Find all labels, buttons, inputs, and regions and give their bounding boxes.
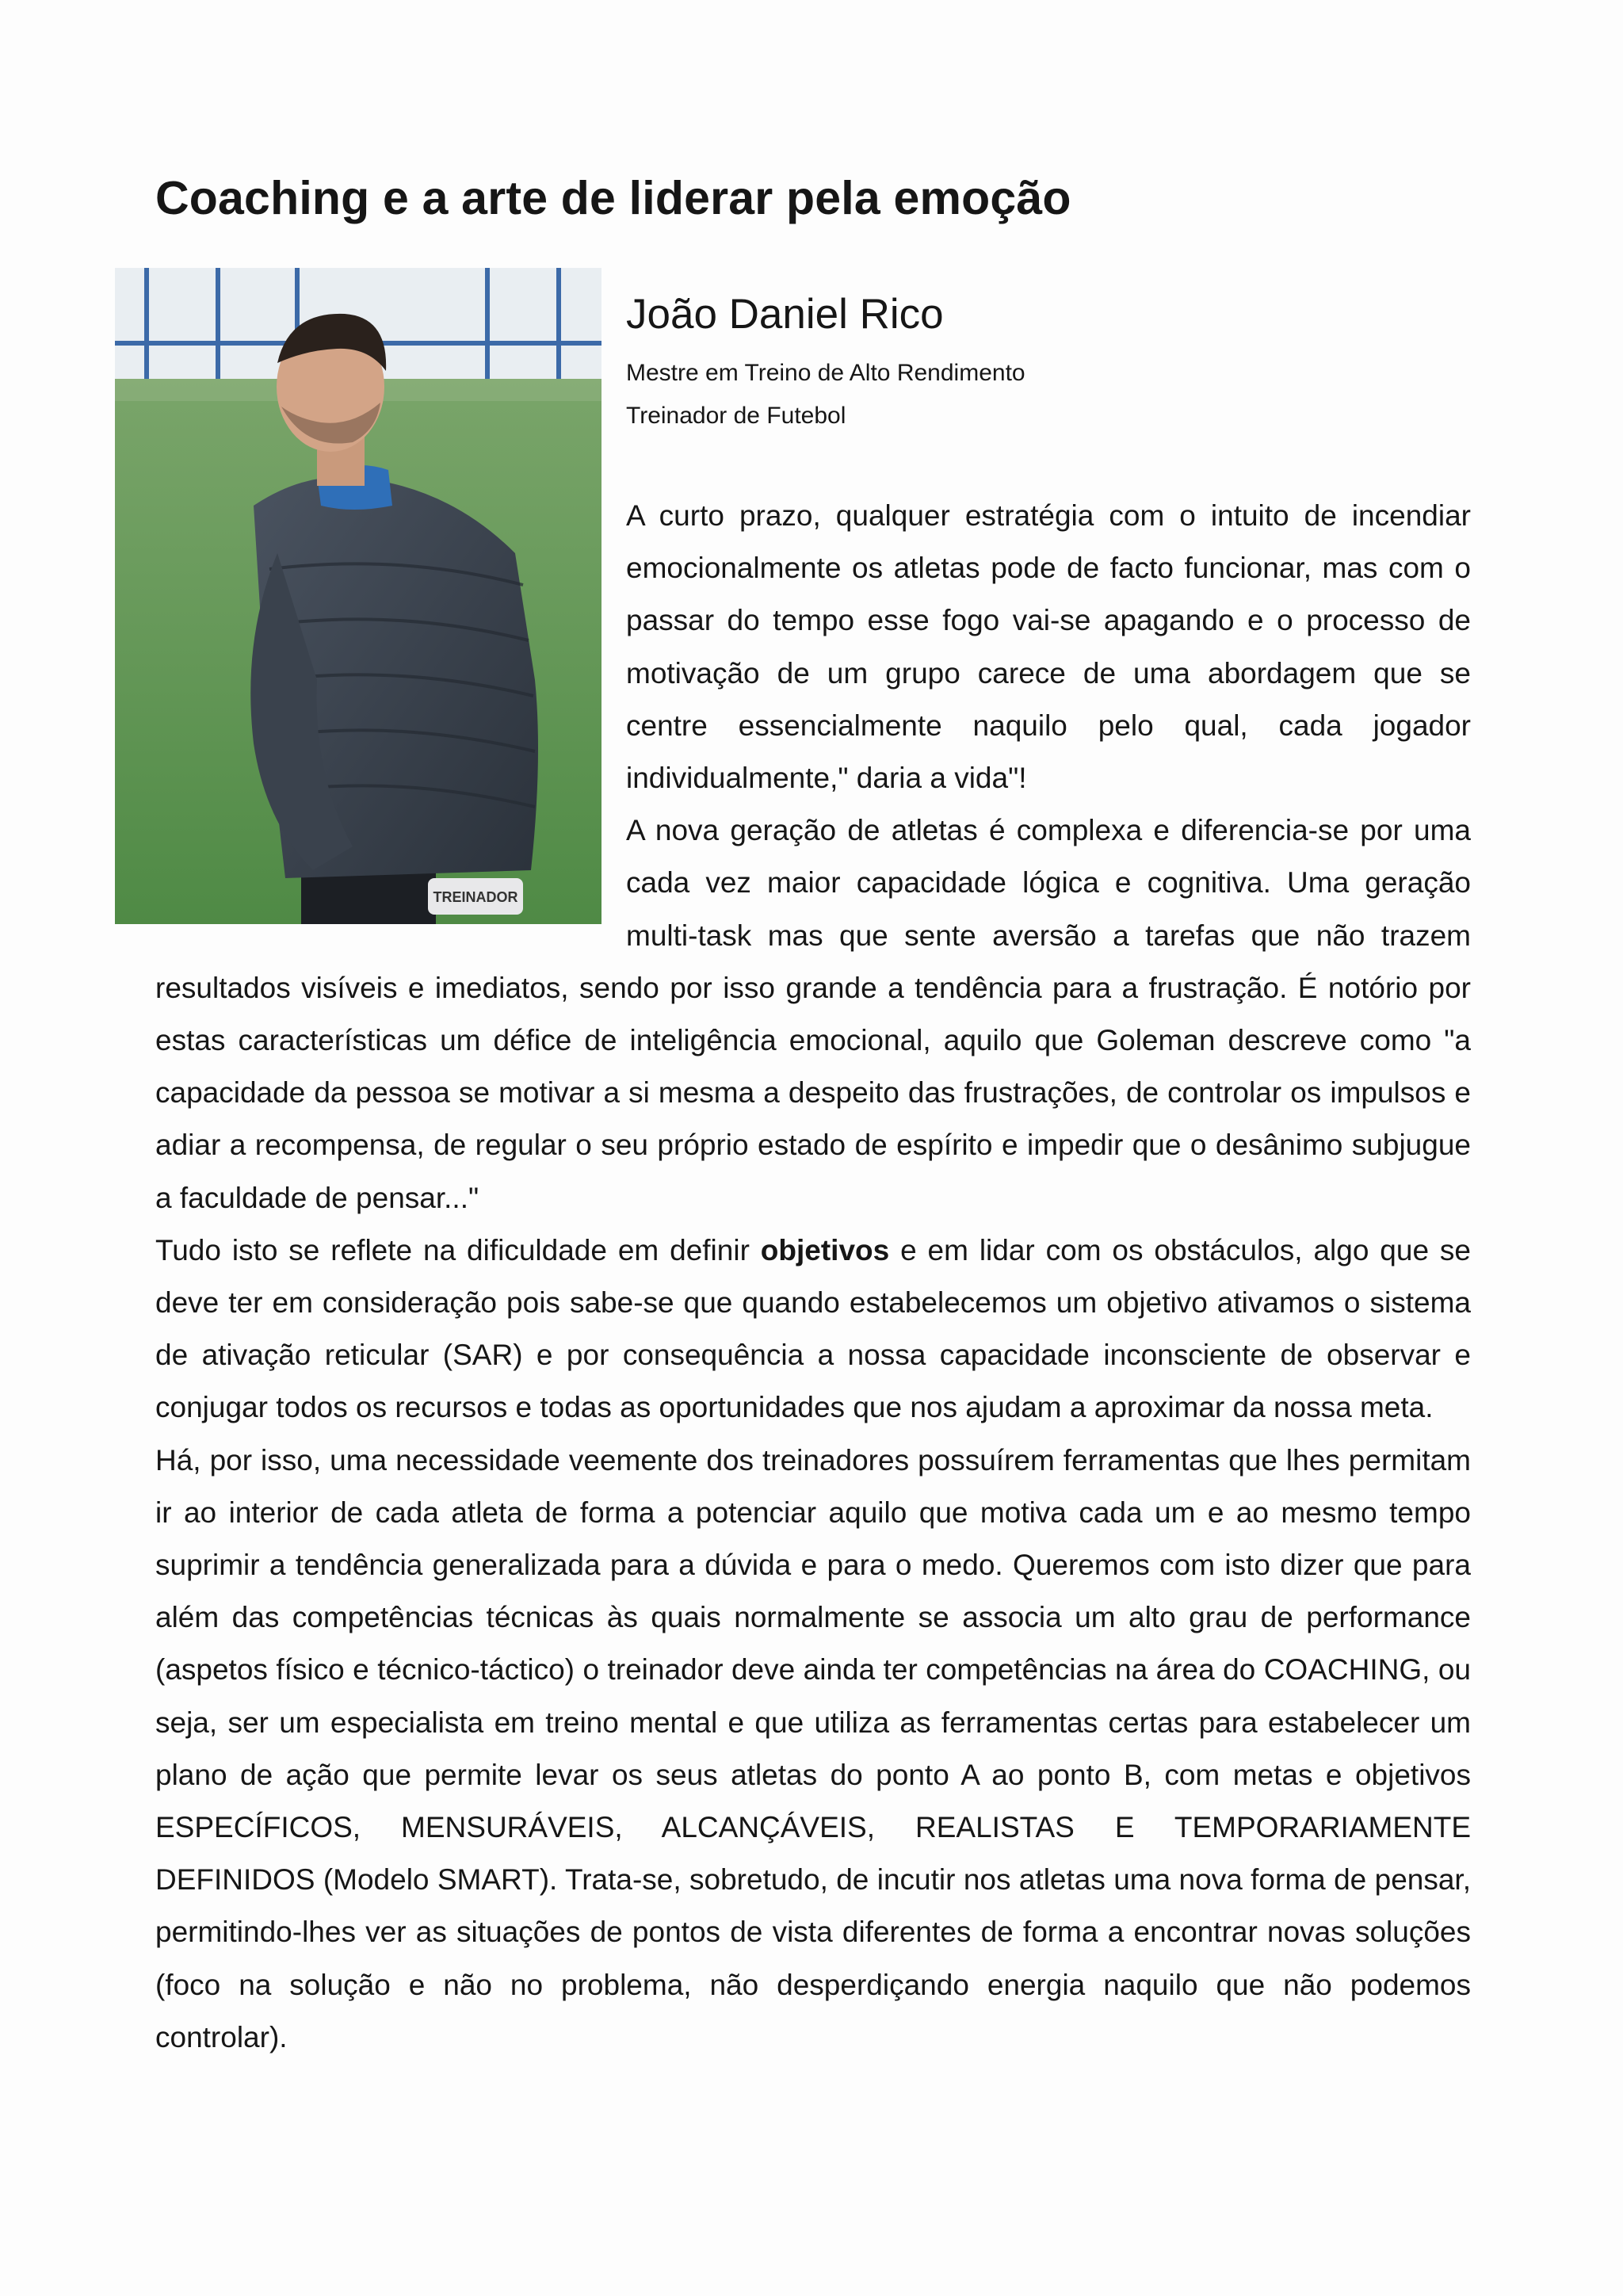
paragraph-3-text-a: Tudo isto se reflete na dificuldade em definir (155, 1233, 761, 1266)
article-body (155, 490, 1471, 2064)
paragraph-1: A curto prazo, qualquer estratégia com o intuito de incendiar emocionalmente os atletas pode de facto funcionar, mas com o passar do tempo esse fogo vai-se apagando e o processo de motivação de um grupo carece de uma abordagem que se centre essencialmente naquilo pelo qual, cada jogador individualmente," daria a vida"! (626, 499, 1471, 795)
author-name: João Daniel Rico (626, 291, 944, 338)
keyword-objetivos: objetivos (760, 1233, 890, 1266)
paragraph-2: A nova geração de atletas é complexa e diferencia-se por uma cada vez maior capacidade lógica e cognitiva. Uma geração multi-task mas que sente aversão a tarefas que não trazem resultados visíveis e imediatos, sendo por isso grande a tendência para a frustração. É notório por estas características um défice de inteligência emocional, aquilo que Goleman descreve como "a capacidade da pessoa se motivar a si mesma a despeito das frustrações, de controlar os impulsos e adiar a recompensa, de regular o seu próprio estado de espírito e impedir que o desânimo subjugue a faculdade de pensar..." (155, 814, 1471, 1214)
paragraph-4: Há, por isso, uma necessidade veemente dos treinadores possuírem ferramentas que lhes permitam ir ao interior de cada atleta de forma a potenciar aquilo que motiva cada um e ao mesmo tempo suprimir a tendência generalizada para a dúvida e para o medo. Queremos com isto dizer que para além das competências técnicas às quais normalmente se associa um alto grau de performance (aspetos físico e técnico-táctico) o treinador deve ainda ter competências na área do COACHING, ou seja, ser um especialista em treino mental e que utiliza as ferramentas certas para estabelecer um plano de ação que permite levar os seus atletas do ponto A ao ponto B, com metas e objetivos ESPECÍFICOS, MENSURÁVEIS, ALCANÇÁVEIS, REALISTAS E TEMPORARIAMENTE DEFINIDOS (Modelo SMART). Trata-se, sobretudo, de incutir nos atletas uma nova forma de pensar, permitindo-lhes ver as situações de pontos de vista diferentes de forma a encontrar novas soluções (foco na solução e não no problema, não desperdiçando energia naquilo que não podemos controlar). (155, 1443, 1471, 2053)
paragraph-3-text-b: e em lidar com os obstáculos, algo que se deve ter em consideração pois sabe-se que quando estabelecemos um objetivo ativamos o sistema de ativação reticular (SAR) e por consequência a nossa capacidade inconsciente de observar e conjugar todos os recursos e todas as oportunidades que nos ajudam a aproximar da nossa meta. (155, 1233, 1471, 1424)
watch-label: TREINADOR (433, 889, 518, 905)
paragraph-3 (155, 1224, 1471, 1435)
article-title: Coaching e a arte de liderar pela emoção (155, 172, 1071, 224)
author-role-degree: Mestre em Treino de Alto Rendimento (626, 360, 1025, 386)
author-role-job: Treinador de Futebol (626, 403, 846, 429)
photo-wrap-spacer (155, 490, 626, 949)
